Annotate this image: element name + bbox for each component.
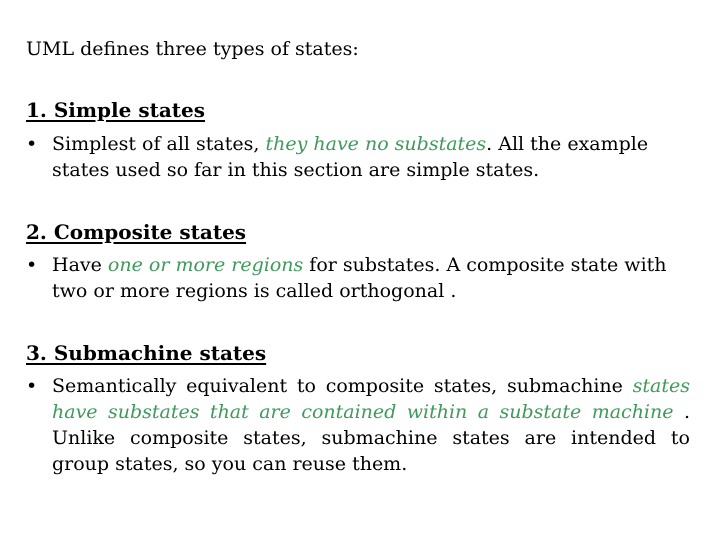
bullet-text-part: Have <box>52 254 108 276</box>
heading-simple-states: 1. Simple states <box>26 98 205 122</box>
heading-submachine-states: 3. Submachine states <box>26 341 267 365</box>
bullet-submachine-states <box>26 373 690 477</box>
bullet-text <box>52 252 690 304</box>
bullet-text-part: for substates. A composite state with two or more regions is called orthogonal . <box>52 254 667 302</box>
bullet-marker: • <box>26 254 38 276</box>
bullet-composite-states <box>26 252 690 304</box>
bullet-marker: • <box>26 375 38 397</box>
bullet-text-part: Simplest of all states, <box>52 133 266 155</box>
intro-text: UML defines three types of states: <box>26 38 359 60</box>
bullet-text <box>52 131 690 183</box>
bullet-text-part: . Unlike composite states, submachine states are intended to group states, so you can reuse them. <box>52 401 690 475</box>
bullet-text <box>52 373 690 477</box>
bullet-emphasis: states have substates that are contained within a substate machine <box>52 375 690 423</box>
bullet-emphasis: they have no substates <box>265 133 487 155</box>
bullet-simple-states <box>26 131 690 183</box>
bullet-marker: • <box>26 133 38 155</box>
bullet-emphasis: one or more regions <box>107 254 304 276</box>
bullet-text-part: Semantically equivalent to composite states, submachine <box>52 375 633 397</box>
heading-composite-states: 2. Composite states <box>26 220 247 244</box>
bullet-text-part: . All the example states used so far in this section are simple states. <box>52 133 649 181</box>
